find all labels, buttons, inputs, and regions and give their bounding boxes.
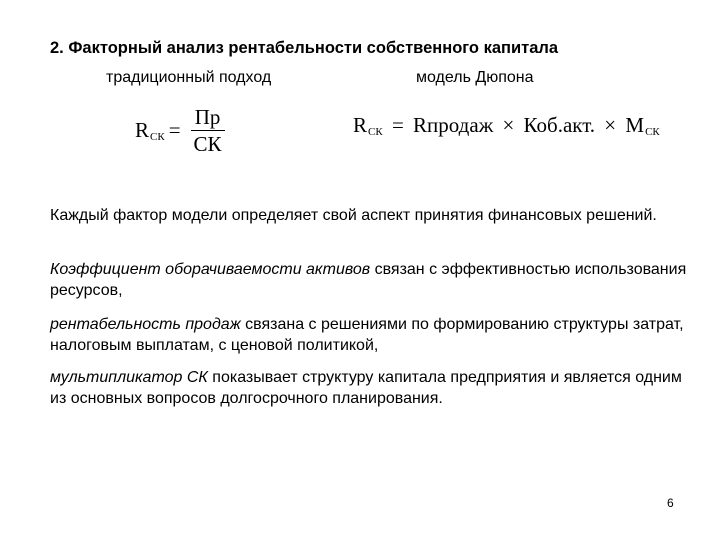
emphasis-asset-turnover: Коэффициент оборачиваемости активов <box>50 261 371 278</box>
formula-lhs: $R_{СК}$ <box>353 113 383 138</box>
fraction-numerator: Пр <box>194 104 221 129</box>
paragraph-equity-multiplier: мультипликатор СК показывает структуру капитала предприятия и является одним из основных вопросов долгосрочного планирования. <box>50 369 682 407</box>
formula-dupont <box>353 113 660 138</box>
slide-title: 2. Факторный анализ рентабельности собственного капитала <box>50 39 559 57</box>
formula-equals: = <box>168 117 181 142</box>
formula-lhs: $R_{СК}$ <box>135 117 165 143</box>
fraction-denominator: СК <box>193 131 222 156</box>
formula-times-2: × <box>604 113 617 137</box>
formula-equals: = <box>391 113 404 137</box>
subheading-dupont-model: модель Дюпона <box>416 69 534 86</box>
emphasis-sales-profitability: рентабельность продаж <box>50 316 241 333</box>
formula-traditional <box>135 102 225 158</box>
paragraph-sales-profitability: рентабельность продаж связана с решениями по формированию структуры затрат, налоговым выплатам, с ценовой политикой, <box>50 316 684 354</box>
emphasis-equity-multiplier: мультипликатор СК <box>50 369 208 386</box>
paragraph-asset-turnover: Коэффициент оборачиваемости активов связан с эффективностью использования ресурсов, <box>50 261 687 299</box>
page-number: 6 <box>667 496 674 510</box>
formula-fraction <box>191 105 225 156</box>
paragraph-factor-aspect: Каждый фактор модели определяет свой аспект принятия финансовых решений. <box>50 207 657 224</box>
formula-term-asset-turnover: Коб.акт. <box>523 113 596 137</box>
formula-term-equity-multiplier: $М_{СК}$ <box>625 113 660 138</box>
subheading-traditional-approach: традиционный подход <box>106 69 272 86</box>
formula-times-1: × <box>502 113 515 137</box>
formula-term-sales-profitability: Rпродаж <box>413 113 494 137</box>
